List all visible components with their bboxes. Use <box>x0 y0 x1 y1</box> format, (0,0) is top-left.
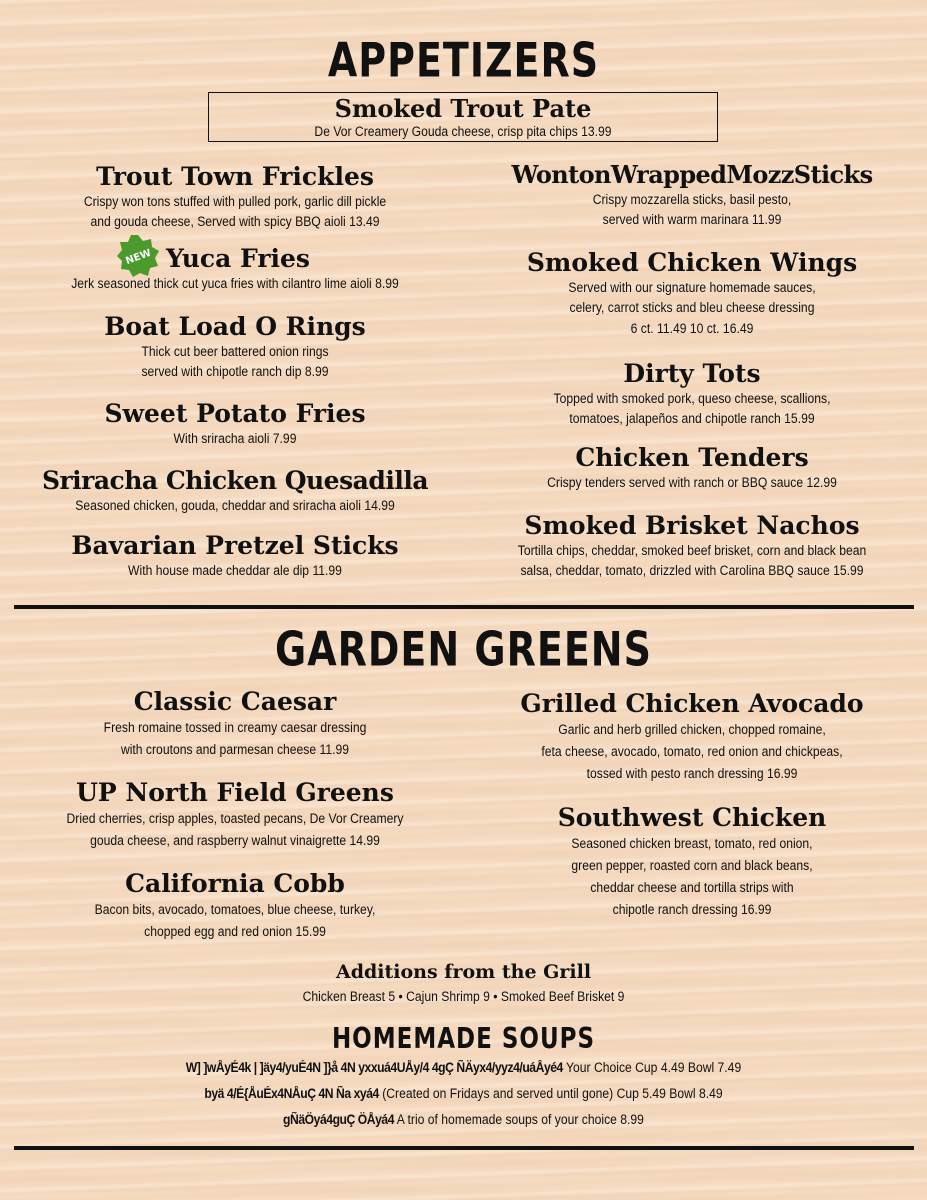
soup-price: Your Choice Cup 4.49 Bowl 7.49 <box>566 1060 742 1075</box>
item-desc: Bacon bits, avocado, tomatoes, blue cheese, turkey, <box>94 902 376 917</box>
item-desc: Garlic and herb grilled chicken, chopped romaine, <box>558 722 826 737</box>
item-name: Yuca Fries <box>166 244 310 273</box>
item-desc: celery, carrot sticks and bleu cheese dressing <box>569 300 815 315</box>
item-name: Southwest Chicken <box>557 803 827 832</box>
menu-item <box>20 466 450 516</box>
menu-item <box>30 162 440 232</box>
item-desc: chopped egg and red onion 15.99 <box>144 924 326 939</box>
item-desc: Thick cut beer battered onion rings <box>141 344 329 359</box>
menu-item <box>30 531 440 581</box>
item-name: Boat Load O Rings <box>104 312 366 341</box>
menu-item <box>477 160 907 230</box>
item-name: Bavarian Pretzel Sticks <box>71 531 399 560</box>
menu-item <box>477 689 907 785</box>
soup-price: A trio of homemade soups of your choice 8.99 <box>396 1112 644 1127</box>
soup-names: gÑäÖyá4guÇ ÖÅyá4 <box>283 1112 395 1127</box>
item-desc: Tortilla chips, cheddar, smoked beef brisket, corn and black bean <box>517 543 867 558</box>
soup-names: W] ]wÅyÉ4k | ]äy4/yuÉ4N ]}å 4N yxxuá4UÅy/4 4gÇ ÑÄyx4/yyz4/uáÅyé4 <box>185 1060 563 1075</box>
item-name: Sweet Potato Fries <box>104 399 366 428</box>
item-desc: tomatoes, jalapeños and chipotle ranch 15.99 <box>569 411 815 426</box>
item-desc: gouda cheese, and raspberry walnut vinaigrette 14.99 <box>90 833 380 848</box>
item-desc: feta cheese, avocado, tomato, red onion and chickpeas, <box>541 744 843 759</box>
menu-item <box>477 803 907 921</box>
soup-line <box>46 1112 880 1127</box>
item-desc: and gouda cheese, Served with spicy BBQ aioli 13.49 <box>90 214 380 229</box>
additions-title: Additions from the Grill <box>335 961 592 983</box>
item-desc: Seasoned chicken, gouda, cheddar and sriracha aioli 14.99 <box>75 498 395 513</box>
item-name: Trout Town Frickles <box>96 162 374 191</box>
item-desc: With sriracha aioli 7.99 <box>173 431 297 446</box>
item-desc: chipotle ranch dressing 16.99 <box>612 902 772 917</box>
item-desc: Topped with smoked pork, queso cheese, scallions, <box>553 391 831 406</box>
item-desc: served with chipotle ranch dip 8.99 <box>141 364 329 379</box>
item-desc: 6 ct. 11.49 10 ct. 16.49 <box>630 321 754 336</box>
item-desc: with croutons and parmesan cheese 11.99 <box>120 742 350 757</box>
item-desc: Crispy mozzarella sticks, basil pesto, <box>592 192 792 207</box>
menu-item <box>30 312 440 382</box>
item-desc: Crispy tenders served with ranch or BBQ sauce 12.99 <box>547 475 837 490</box>
menu-item <box>30 244 440 294</box>
menu-item <box>477 511 907 581</box>
garden-greens-title: GARDEN GREENS <box>275 621 652 677</box>
menu-item <box>30 399 440 449</box>
item-desc: With house made cheddar ale dip 11.99 <box>128 563 342 578</box>
soup-line <box>46 1060 880 1075</box>
additions-items: Chicken Breast 5 • Cajun Shrimp 9 • Smoked Beef Brisket 9 <box>302 989 625 1004</box>
homemade-soups-title: HOMEMADE SOUPS <box>331 1022 596 1056</box>
featured-item <box>208 92 718 142</box>
soup-price: (Created on Fridays and served until gone) Cup 5.49 Bowl 8.49 <box>382 1086 723 1101</box>
item-desc: green pepper, roasted corn and black beans, <box>571 858 813 873</box>
menu-item <box>30 869 440 943</box>
item-desc: Crispy won tons stuffed with pulled pork, garlic dill pickle <box>83 194 387 209</box>
item-desc: tossed with pesto ranch dressing 16.99 <box>586 766 798 781</box>
menu-item <box>20 778 450 852</box>
item-name: WontonWrappedMozzSticks <box>511 160 873 189</box>
item-desc: Seasoned chicken breast, tomato, red onion, <box>571 836 813 851</box>
item-desc: Fresh romaine tossed in creamy caesar dressing <box>103 720 367 735</box>
item-desc: served with warm marinara 11.99 <box>602 212 782 227</box>
item-name: UP North Field Greens <box>76 778 394 807</box>
item-desc: Served with our signature homemade sauces, <box>568 280 816 295</box>
item-name: Dirty Tots <box>623 359 761 388</box>
item-desc: Jerk seasoned thick cut yuca fries with cilantro lime aioli 8.99 <box>71 276 399 291</box>
menu-item <box>477 359 907 429</box>
item-name: Smoked Brisket Nachos <box>524 511 860 540</box>
item-name: Smoked Chicken Wings <box>526 248 858 277</box>
item-desc: De Vor Creamery Gouda cheese, crisp pita chips 13.99 <box>314 124 612 139</box>
section-divider <box>14 605 914 609</box>
soup-names: byä 4/É{ÅuÉx4NÅuÇ 4N Ña xyá4 <box>204 1086 379 1101</box>
item-name: California Cobb <box>125 869 345 898</box>
item-name: Smoked Trout Pate <box>334 94 592 123</box>
item-name: Chicken Tenders <box>575 443 809 472</box>
section-divider <box>14 1146 914 1150</box>
item-desc: cheddar cheese and tortilla strips with <box>590 880 794 895</box>
item-name: Grilled Chicken Avocado <box>520 689 864 718</box>
menu-item <box>477 248 907 340</box>
menu-item <box>477 443 907 493</box>
menu-item <box>30 687 440 761</box>
soup-line <box>46 1086 880 1101</box>
item-desc: Dried cherries, crisp apples, toasted pecans, De Vor Creamery <box>66 811 404 826</box>
item-desc: salsa, cheddar, tomato, drizzled with Carolina BBQ sauce 15.99 <box>520 563 864 578</box>
item-name: Sriracha Chicken Quesadilla <box>41 466 429 495</box>
item-name: Classic Caesar <box>133 687 337 716</box>
new-badge-label: NEW <box>124 247 153 268</box>
appetizers-title: APPETIZERS <box>327 32 600 88</box>
